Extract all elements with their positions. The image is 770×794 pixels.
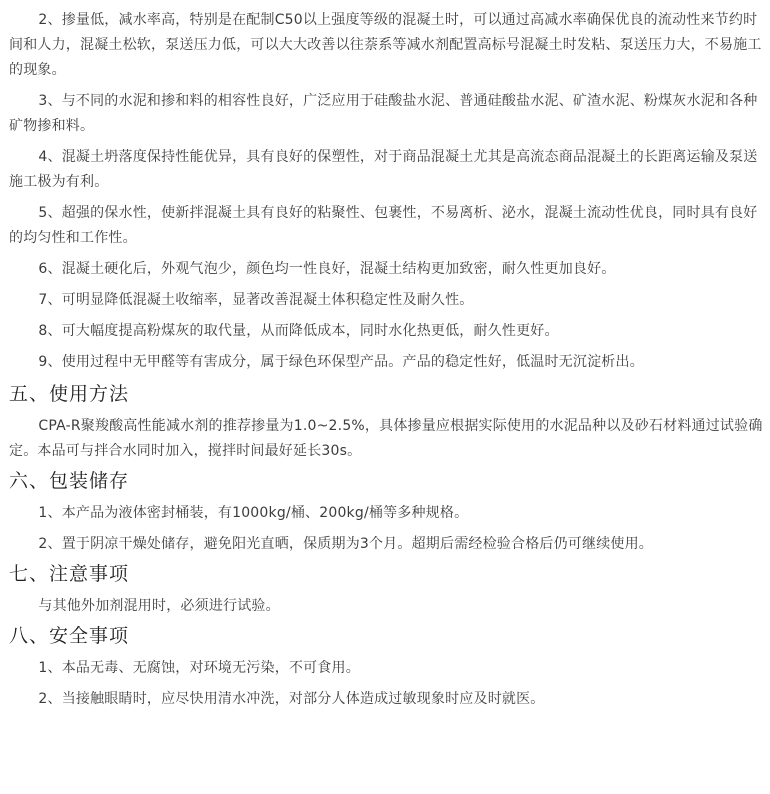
usage-section <box>9 381 764 464</box>
storage-item-1: 1、本产品为液体密封桶装，有1000kg/桶、200kg/桶等多种规格。 <box>38 505 469 521</box>
storage-heading: 六、包装储存 <box>9 470 130 492</box>
storage-item-2: 2、置于阴凉干燥处储存，避免阳光直晒，保质期为3个月。超期后需经检验合格后仍可继续使用。 <box>38 536 654 552</box>
safety-section <box>9 623 764 712</box>
usage-text: CPA-R聚羧酸高性能减水剂的推荐掺量为1.0~2.5%，具体掺量应根据实际使用的水泥品种以及砂石材料通过试验确定。本品可与拌合水同时加入，搅拌时间最好延长30s。 <box>9 418 763 459</box>
feature-item-6: 6、混凝土硬化后，外观气泡少，颜色均一性良好，混凝土结构更加致密，耐久性更加良好。 <box>38 261 616 277</box>
feature-item-8: 8、可大幅度提高粉煤灰的取代量，从而降低成本，同时水化热更低，耐久性更好。 <box>38 323 559 339</box>
feature-item-9: 9、使用过程中无甲醛等有害成分，属于绿色环保型产品。产品的稳定性好，低温时无沉淀析出。 <box>38 354 644 370</box>
feature-item-3: 3、与不同的水泥和掺和料的相容性良好，广泛应用于硅酸盐水泥、普通硅酸盐水泥、矿渣水泥、粉煤灰水泥和各种矿物掺和料。 <box>9 93 758 134</box>
notes-section <box>9 561 764 619</box>
usage-heading: 五、使用方法 <box>9 383 130 405</box>
notes-text: 与其他外加剂混用时，必须进行试验。 <box>38 598 280 614</box>
features-list <box>9 8 764 375</box>
safety-item-1: 1、本品无毒、无腐蚀，对环境无污染，不可食用。 <box>38 660 360 676</box>
feature-item-7: 7、可明显降低混凝土收缩率，显著改善混凝土体积稳定性及耐久性。 <box>38 292 474 308</box>
storage-section <box>9 468 764 557</box>
notes-heading: 七、注意事项 <box>9 563 130 585</box>
feature-item-5: 5、超强的保水性，使新拌混凝土具有良好的粘聚性、包裹性，不易离析、泌水，混凝土流动性优良，同时具有良好的均匀性和工作性。 <box>9 205 758 246</box>
safety-heading: 八、安全事项 <box>9 625 130 647</box>
safety-item-2: 2、当接触眼睛时，应尽快用清水冲洗，对部分人体造成过敏现象时应及时就医。 <box>38 691 545 707</box>
feature-item-4: 4、混凝土坍落度保持性能优异，具有良好的保塑性，对于商品混凝土尤其是高流态商品混凝土的长距离运输及泵送施工极为有利。 <box>9 149 758 190</box>
feature-item-2: 2、掺量低，减水率高，特别是在配制C50以上强度等级的混凝土时，可以通过高减水率确保优良的流动性来节约时间和人力，混凝土松软，泵送压力低，可以大大改善以往萘系等减水剂配置高标号混凝土时发粘、泵送压力大，不易施工的现象。 <box>9 12 762 78</box>
